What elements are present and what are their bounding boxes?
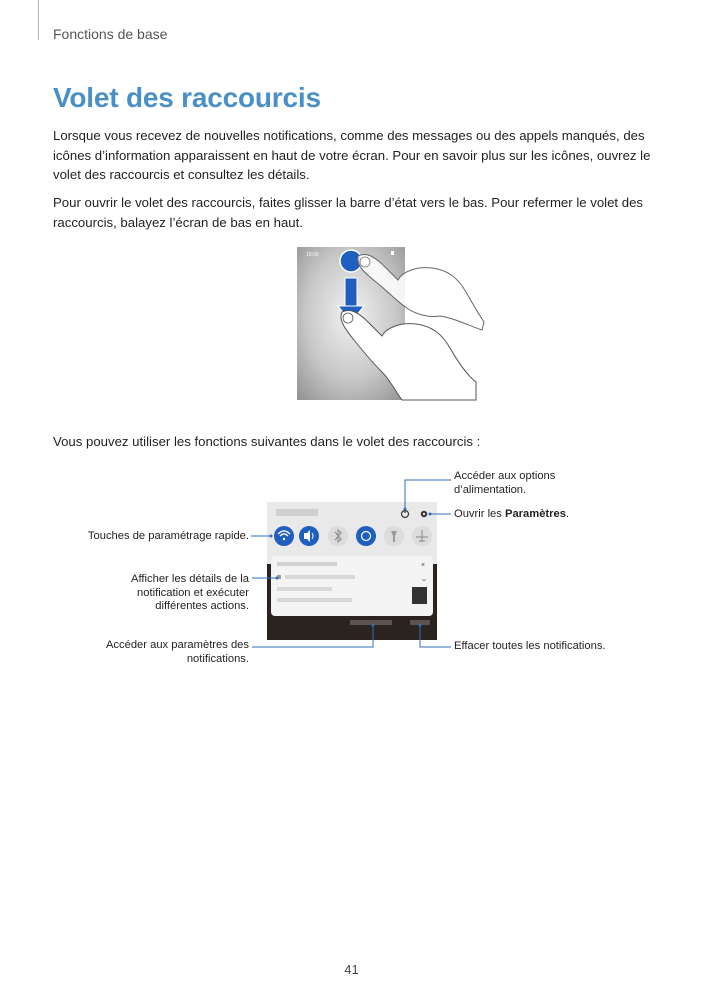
phone-time: 10:00 <box>306 252 319 258</box>
callout-notification-settings: Accéder aux paramètres des notifications. <box>105 639 249 665</box>
close-icon: × <box>421 562 426 569</box>
gear-icon <box>421 511 427 517</box>
status-text-blur <box>276 509 318 516</box>
flashlight-toggle-icon <box>384 526 404 546</box>
airplane-toggle-icon <box>412 526 432 546</box>
sound-toggle-icon <box>299 526 319 546</box>
callout-power-options: Accéder aux options d’alimentation. <box>454 470 556 496</box>
callout-settings <box>454 508 654 522</box>
paragraph-open-panel: Pour ouvrir le volet des raccourcis, faites glisser la barre d’état vers le bas. Pour refermer le volet des raccourcis, balayez l’écran de bas en haut. <box>53 195 644 230</box>
wifi-toggle-icon <box>274 526 294 546</box>
callout-notification-details: Afficher les détails de la notification et exécuter différentes actions. <box>131 573 249 612</box>
notification-settings-button <box>350 620 392 625</box>
paragraph-features-intro: Vous pouvez utiliser les fonctions suivantes dans le volet des raccourcis : <box>53 434 481 449</box>
paragraph-notifications: Lorsque vous recevez de nouvelles notifications, comme des messages ou des appels manqués, des icônes d’information apparaissent en haut de votre écran. Pour en savoir plus sur les icônes, ouvrez le volet des raccourcis et consultez les détails. <box>53 128 651 182</box>
callout-clear-all: Effacer toutes les notifications. <box>454 640 606 652</box>
page-title: Volet des raccourcis <box>53 82 321 113</box>
callout-settings-bold: Paramètres <box>504 508 566 520</box>
bluetooth-toggle-icon <box>328 526 348 546</box>
callout-quick-settings: Touches de paramétrage rapide. <box>87 530 249 542</box>
callout-settings-suffix: . <box>565 508 570 520</box>
rotation-toggle-icon <box>356 526 376 546</box>
section-header: Fonctions de base <box>53 26 168 42</box>
page-number: 41 <box>344 962 359 977</box>
notification-thumbnail <box>412 587 427 604</box>
callout-settings-prefix: Ouvrir les <box>454 508 505 520</box>
